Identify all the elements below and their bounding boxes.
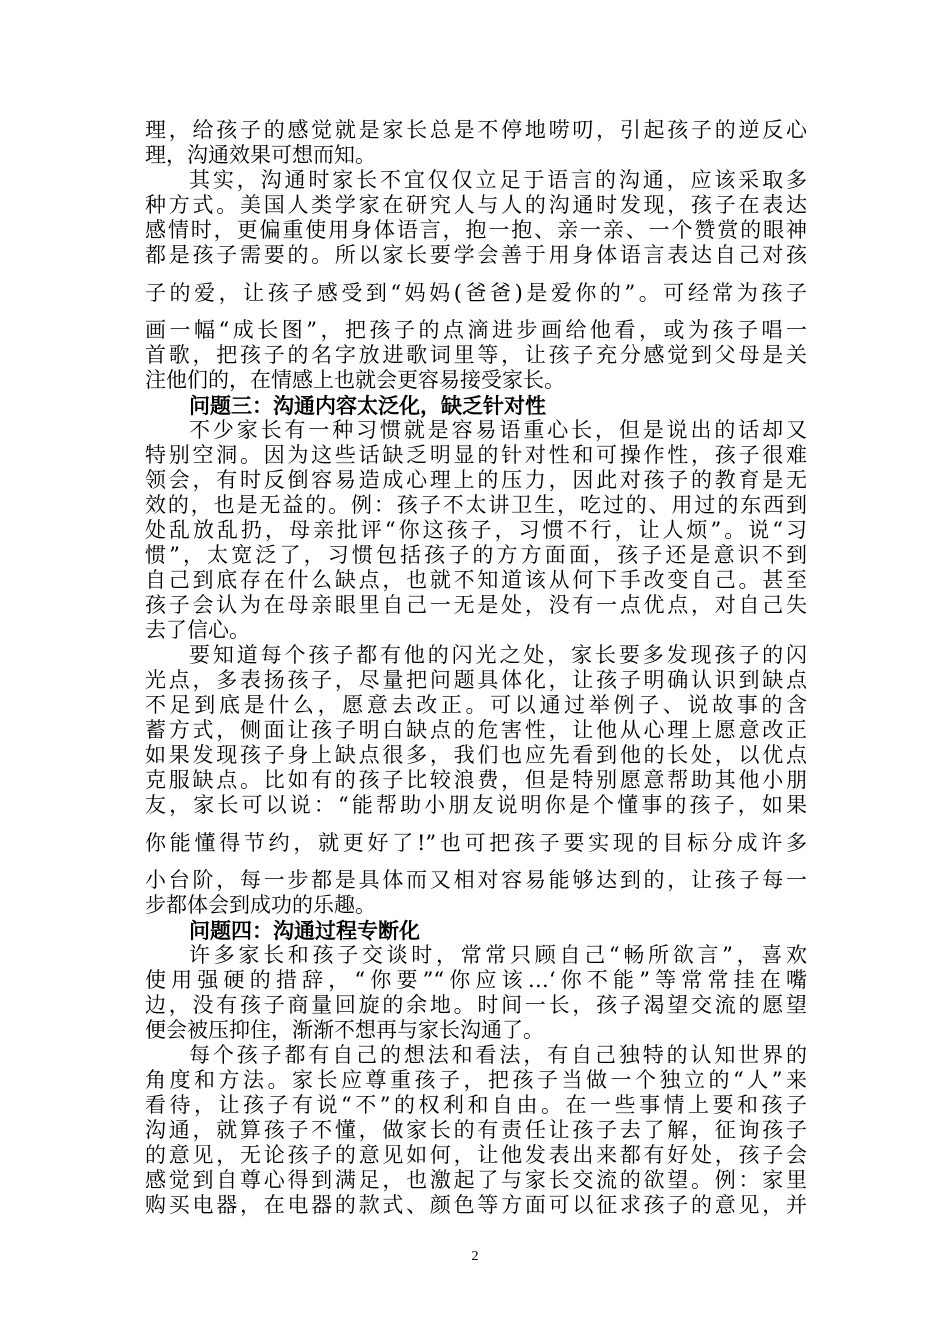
text-line: 注他们的，在情感上也就会更容易接受家长。 bbox=[145, 368, 565, 392]
text-line: 不足到底是什么，愿意去改正。可以通过举例子、说故事的含 bbox=[145, 693, 807, 717]
text-line: 便会被压抑住，渐渐不想再与家长沟通了。 bbox=[145, 1018, 544, 1042]
text-line: 使用强硬的措辞，“你要”“你应该…‘你不能”等常常挂在嘴 bbox=[145, 968, 807, 992]
text-line: 都是孩子需要的。所以家长要学会善于用身体语言表达自己对孩 bbox=[145, 243, 807, 267]
text-line: 孩子会认为在母亲眼里自己一无是处，没有一点优点，对自己失 bbox=[145, 593, 807, 617]
text-line: 感情时，更偏重使用身体语言，抱一抱、亲一亲、一个赞赏的眼神 bbox=[145, 218, 807, 242]
text-line: 蓄方式，侧面让孩子明白缺点的危害性，让他从心理上愿意改正 bbox=[145, 718, 807, 742]
text-line: 感觉到自尊心得到满足，也激起了与家长交流的欲望。例：家里 bbox=[145, 1168, 807, 1192]
text-line: 友，家长可以说：“能帮助小朋友说明你是个懂事的孩子，如果 bbox=[145, 793, 807, 817]
text-line: 光点，多表扬孩子，尽量把问题具体化，让孩子明确认识到缺点 bbox=[145, 668, 807, 692]
text-line: 理，给孩子的感觉就是家长总是不停地唠叨，引起孩子的逆反心 bbox=[145, 118, 807, 142]
section-heading: 问题三：沟通内容太泛化，缺乏针对性 bbox=[189, 393, 546, 418]
text-line: 首歌，把孩子的名字放进歌词里等，让孩子充分感觉到父母是关 bbox=[145, 343, 807, 367]
page-number: 2 bbox=[471, 1249, 479, 1264]
text-line: 步都体会到成功的乐趣。 bbox=[145, 893, 376, 917]
text-line: 如果发现孩子身上缺点很多，我们也应先看到他的长处，以优点 bbox=[145, 743, 807, 767]
text-line: 的意见，无论孩子的意见如何，让他发表出来都有好处，孩子会 bbox=[145, 1143, 807, 1167]
text-line: 惯”，太宽泛了，习惯包括孩子的方方面面，孩子还是意识不到 bbox=[145, 543, 807, 567]
text-line: 你能懂得节约，就更好了!”也可把孩子要实现的目标分成许多 bbox=[145, 831, 807, 855]
text-line: 特别空洞。因为这些话缺乏明显的针对性和可操作性，孩子很难 bbox=[145, 443, 807, 467]
text-line: 克服缺点。比如有的孩子比较浪费，但是特别愿意帮助其他小朋 bbox=[145, 768, 807, 792]
text-line: 角度和方法。家长应尊重孩子，把孩子当做一个独立的“人”来 bbox=[145, 1068, 807, 1092]
text-line: 不少家长有一种习惯就是容易语重心长，但是说出的话却又 bbox=[189, 418, 807, 442]
text-line: 其实，沟通时家长不宜仅仅立足于语言的沟通，应该采取多 bbox=[189, 168, 807, 192]
text-line: 许多家长和孩子交谈时，常常只顾自己“畅所欲言”，喜欢 bbox=[189, 943, 807, 967]
text-line: 去了信心。 bbox=[145, 618, 250, 642]
text-line: 看待，让孩子有说“不”的权利和自由。在一些事情上要和孩子 bbox=[145, 1093, 807, 1117]
text-line: 效的，也是无益的。例：孩子不太讲卫生，吃过的、用过的东西到 bbox=[145, 493, 807, 517]
text-line: 画一幅“成长图”，把孩子的点滴进步画给他看，或为孩子唱一 bbox=[145, 318, 807, 342]
text-line: 小台阶，每一步都是具体而又相对容易能够达到的，让孩子每一 bbox=[145, 868, 807, 892]
text-line: 要知道每个孩子都有他的闪光之处，家长要多发现孩子的闪 bbox=[189, 643, 807, 667]
text-line: 子的爱，让孩子感受到“妈妈(爸爸)是爱你的”。可经常为孩子 bbox=[145, 281, 807, 305]
text-line: 处乱放乱扔，母亲批评“你这孩子，习惯不行，让人烦”。说“习 bbox=[145, 518, 807, 542]
section-heading: 问题四：沟通过程专断化 bbox=[189, 918, 420, 943]
text-line: 自己到底存在什么缺点，也就不知道该从何下手改变自己。甚至 bbox=[145, 568, 807, 592]
text-line: 每个孩子都有自己的想法和看法，有自己独特的认知世界的 bbox=[189, 1043, 807, 1067]
text-line: 购买电器，在电器的款式、颜色等方面可以征求孩子的意见，并 bbox=[145, 1193, 807, 1217]
text-line: 边，没有孩子商量回旋的余地。时间一长，孩子渴望交流的愿望 bbox=[145, 993, 807, 1017]
text-line: 领会，有时反倒容易造成心理上的压力，因此对孩子的教育是无 bbox=[145, 468, 807, 492]
text-line: 沟通，就算孩子不懂，做家长的有责任让孩子去了解，征询孩子 bbox=[145, 1118, 807, 1142]
text-line: 种方式。美国人类学家在研究人与人的沟通时发现，孩子在表达 bbox=[145, 193, 807, 217]
text-line: 理，沟通效果可想而知。 bbox=[145, 143, 376, 167]
